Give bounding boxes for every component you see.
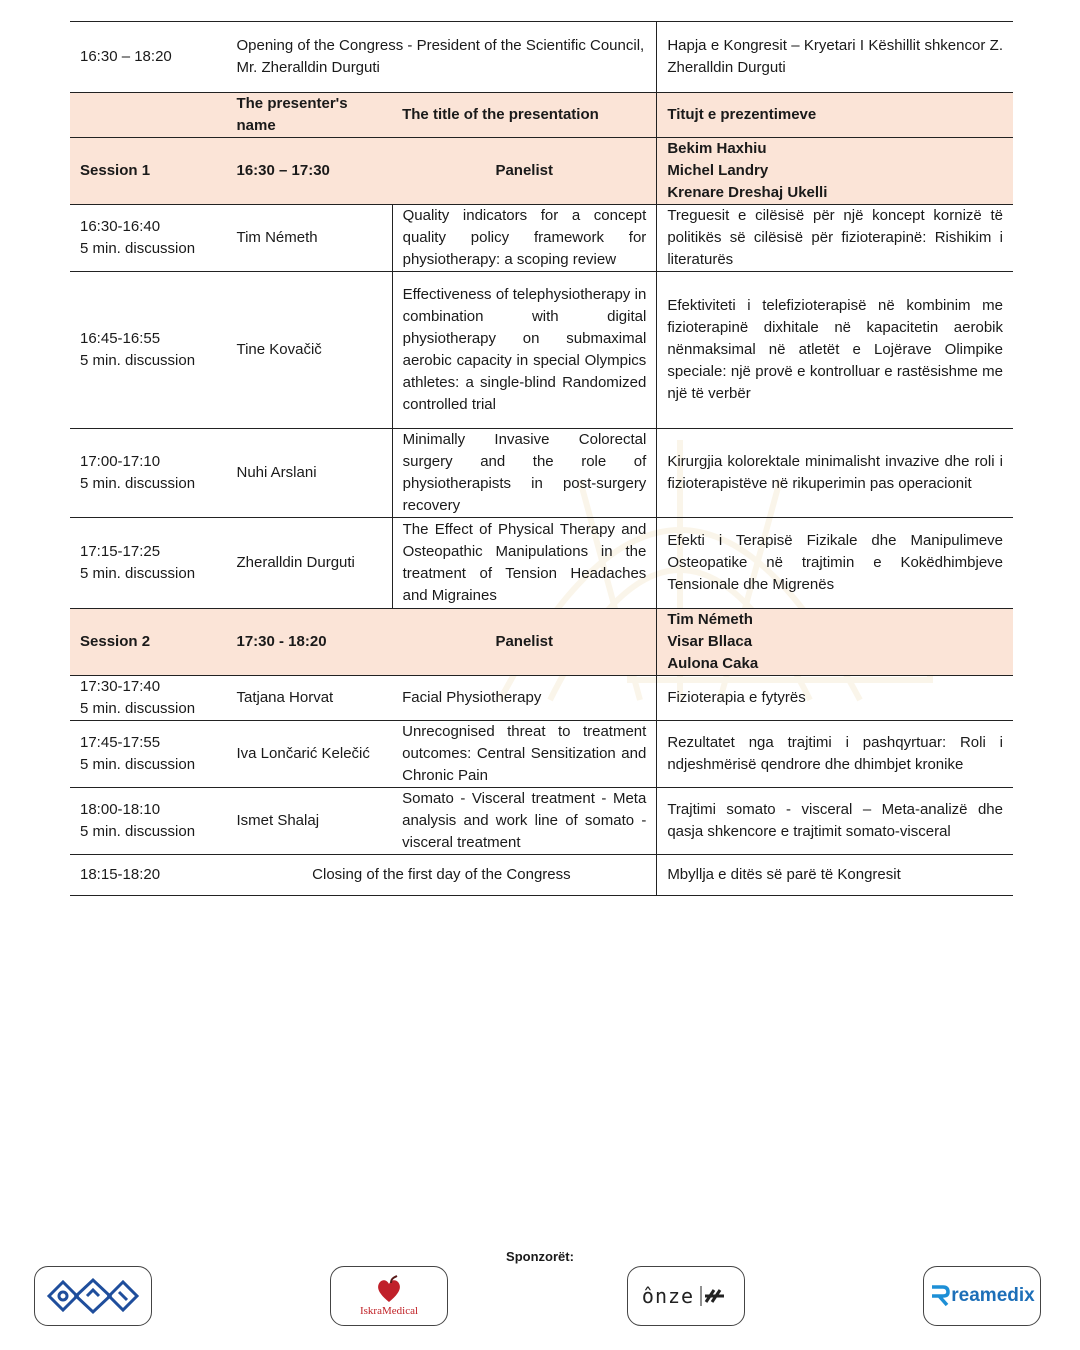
session-row [70,138,1013,205]
session-label: Session 2 [70,609,226,676]
panelists [657,609,1013,676]
talk-discussion: 5 min. discussion [80,823,196,840]
session-row [70,609,1013,676]
talk-title-en: Effectiveness of telephysiotherapy in combination with digital physiotherapy on submaximal aerobic capacity in special Olympics athletes: a single-blind Randomized controlled trial [392,272,657,429]
talk-discussion: 5 min. discussion [80,756,196,773]
talk-title-sq: Fizioterapia e fytyrës [657,676,1013,721]
panelist: Krenare Dreshaj Ukelli [667,184,828,201]
session-time: 16:30 – 17:30 [226,138,392,205]
closing-title-en: Closing of the first day of the Congress [226,855,656,896]
talk-title-sq: Efektiviteti i telefizioterapisë në kombinim me fizioterapinë dixhitale në kapacitetin aerobik nënmaksimal në atletët e Lojërave Olimpike speciale: një provë e kontrolluar e rastësishme me një të verbër [657,272,1013,429]
talk-time: 17:15-17:25 [80,543,161,560]
talk-discussion: 5 min. discussion [80,352,196,369]
talk-title-en: Minimally Invasive Colorectal surgery and the role of physiotherapists in post-surgery recovery [392,429,657,518]
onze-logo [627,1266,745,1326]
program-table [70,21,1013,896]
panelist: Bekim Haxhiu [667,140,767,157]
talk-discussion: 5 min. discussion [80,475,196,492]
panelist: Tim Németh [667,611,753,628]
opening-row [70,22,1013,93]
reamedix-text: reamedix [951,1285,1035,1306]
opening-time: 16:30 – 18:20 [70,22,226,93]
talk-discussion: 5 min. discussion [80,700,196,717]
talk-title-en: Quality indicators for a concept quality policy framework for physiotherapy: a scoping review [392,205,657,272]
talk-presenter: Tatjana Horvat [226,676,392,721]
closing-time: 18:15-18:20 [70,855,226,896]
talk-presenter: Ismet Shalaj [226,788,392,855]
panelist: Aulona Caka [667,655,759,672]
header-title-sq: Titujt e prezentimeve [657,93,1013,138]
iskra-medical-logo [330,1266,448,1326]
reamedix-icon [929,1283,951,1309]
talk-presenter: Tine Kovačič [226,272,392,429]
panel-label: Panelist [392,609,657,676]
heart-icon [374,1275,404,1305]
opening-title-sq: Hapja e Kongresit – Kryetari I Këshillit shkencor Z. Zheralldin Durguti [657,22,1013,93]
talk-row [70,518,1013,609]
iskra-medical-text: IskraMedical [359,1305,419,1317]
panelist: Michel Landry [667,162,769,179]
btl-logo [34,1266,152,1326]
talk-discussion: 5 min. discussion [80,565,196,582]
talk-row [70,676,1013,721]
talk-discussion: 5 min. discussion [80,240,196,257]
header-presenter: The presenter's name [226,93,392,138]
talk-title-sq: Kirurgjia kolorektale minimalisht invazive dhe roli i fizioterapistëve në rikuperimin pas operacionit [657,429,1013,518]
talk-row [70,205,1013,272]
talk-time: 16:45-16:55 [80,330,161,347]
btl-icon [43,1274,143,1318]
talk-presenter: Zheralldin Durguti [226,518,392,609]
talk-title-sq: Rezultatet nga trajtimi i pashqyrtuar: Roli i ndjeshmërisë qendrore dhe dhimbjet kronike [657,721,1013,788]
panelists [657,138,1013,205]
talk-time: 18:00-18:10 [80,801,161,818]
session-label: Session 1 [70,138,226,205]
talk-row [70,721,1013,788]
talk-title-en: Somato - Visceral treatment - Meta analysis and work line of somato - visceral treatment [392,788,657,855]
talk-presenter: Tim Németh [226,205,392,272]
onze-text: ônze [641,1284,695,1308]
talk-row [70,429,1013,518]
header-row [70,93,1013,138]
talk-time: 17:00-17:10 [80,453,161,470]
talk-title-sq: Trajtimi somato - visceral – Meta-analizë dhe qasja shkencore e trajtimit somato-visceral [657,788,1013,855]
talk-title-sq: Treguesit e cilësisë për një koncept kornizë të politikës së cilësisë për fizioterapinë: Rishikim i literaturës [657,205,1013,272]
closing-row [70,855,1013,896]
panel-label: Panelist [392,138,657,205]
talk-title-en: The Effect of Physical Therapy and Osteopathic Manipulations in the treatment of Tension Headaches and Migraines [392,518,657,609]
talk-presenter: Nuhi Arslani [226,429,392,518]
sponsors-title: Sponzorët: [506,1249,574,1264]
talk-row [70,788,1013,855]
panelist: Visar Bllaca [667,633,753,650]
talk-time: 16:30-16:40 [80,218,161,235]
hypertec-icon [700,1284,730,1308]
talk-title-en: Unrecognised threat to treatment outcomes: Central Sensitization and Chronic Pain [392,721,657,788]
closing-title-sq: Mbyllja e ditës së parë të Kongresit [657,855,1013,896]
talk-title-en: Facial Physiotherapy [392,676,657,721]
header-title-en: The title of the presentation [392,93,657,138]
reamedix-logo [923,1266,1041,1326]
talk-title-sq: Efekti i Terapisë Fizikale dhe Manipulimeve Osteopatike në trajtimin e Kokëdhimbjeve Tensionale dhe Migrenës [657,518,1013,609]
talk-time: 17:45-17:55 [80,734,161,751]
opening-title-en: Opening of the Congress - President of the Scientific Council, Mr. Zheralldin Durguti [226,22,656,93]
session-time: 17:30 - 18:20 [226,609,392,676]
talk-presenter: Iva Lončarić Kelečić [226,721,392,788]
talk-row [70,272,1013,429]
talk-time: 17:30-17:40 [80,678,161,695]
